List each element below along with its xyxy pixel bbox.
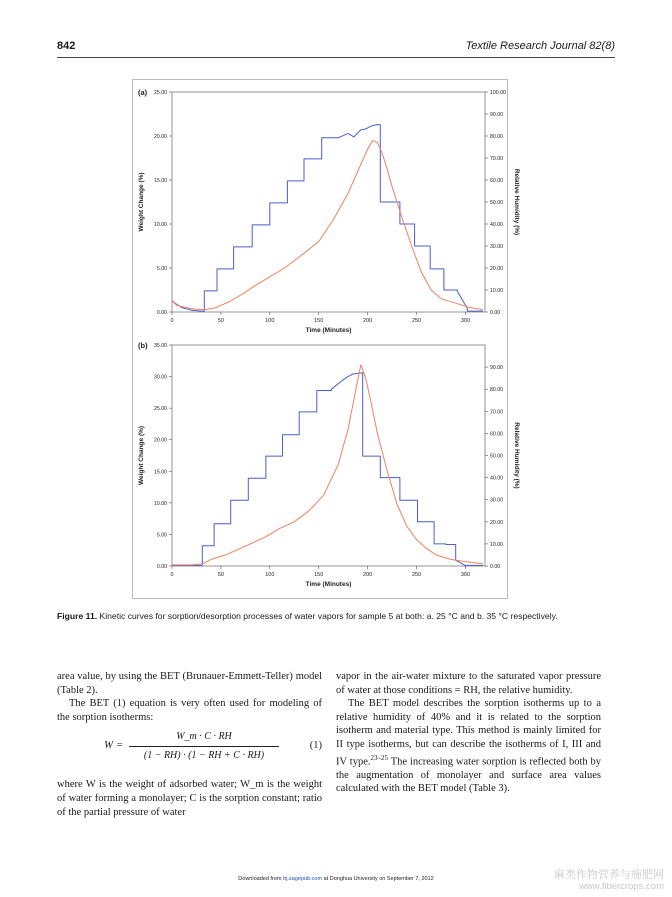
x-tick-label: 100 [265, 318, 275, 324]
y-tick-label: 25.00 [154, 90, 167, 96]
paragraph: area value, by using the BET (Brunauer-Emmett-Teller) model (Table 2). [57, 671, 322, 696]
x-tick-label: 100 [265, 572, 275, 578]
y-tick-label: 10.00 [154, 222, 167, 228]
watermark-url: www.fibercrops.com [579, 881, 664, 892]
y-tick-label: 20.00 [154, 437, 167, 444]
equation-denominator: (1 − RH) · (1 − RH + C · RH) [143, 749, 265, 761]
y2-tick-label: 50.00 [490, 453, 503, 460]
y2-tick-label: 20.00 [490, 519, 503, 526]
paragraph: where W is the weight of adsorbed water; W_m is the weight of water forming a monolayer; C is the sorption constant; ratio of the partial pressure of water [57, 779, 322, 818]
y2-tick-label: 30.00 [490, 244, 503, 250]
x-tick-label: 250 [411, 318, 422, 324]
figure-11-charts [133, 80, 520, 598]
y2-tick-label: 60.00 [490, 431, 503, 438]
x-tick-label: 300 [460, 318, 471, 324]
y-tick-label: 0.00 [156, 310, 167, 316]
x-axis-title: Time (Minutes) [305, 327, 352, 334]
journal-title: Textile Research Journal 82(8) [465, 40, 615, 52]
y2-tick-label: 70.00 [490, 409, 503, 416]
y2-axis-title: Relative Humidity (%) [513, 422, 520, 489]
paragraph: vapor in the air-water mixture to the saturated vapor pressure of water at those conditions = RH, the relative humidity. [336, 671, 601, 696]
x-tick-label: 200 [363, 572, 373, 578]
y-tick-label: 35.00 [154, 343, 167, 349]
footer-pre: Downloaded from [238, 876, 282, 882]
y2-tick-label: 10.00 [490, 541, 503, 548]
y2-tick-label: 100.00 [490, 90, 506, 96]
y2-tick-label: 30.00 [490, 497, 503, 504]
equation-numerator: W_m · C · RH [129, 730, 279, 747]
page-number: 842 [57, 40, 76, 52]
y2-tick-label: 90.00 [490, 112, 503, 118]
text-column-right [336, 670, 601, 796]
y-tick-label: 10.00 [154, 500, 167, 507]
equation-fraction [129, 730, 279, 762]
y2-tick-label: 40.00 [490, 475, 503, 482]
x-tick-label: 200 [363, 318, 373, 324]
y2-tick-label: 20.00 [490, 266, 503, 272]
y-tick-label: 5.00 [156, 266, 167, 272]
y2-tick-label: 60.00 [490, 178, 503, 184]
y2-tick-label: 70.00 [490, 156, 503, 162]
panel-label: (b) [138, 341, 148, 350]
bet-equation [57, 730, 322, 774]
footer-post: at Donghua University on September 7, 2012 [323, 876, 434, 882]
x-tick-label: 150 [314, 318, 324, 324]
x-tick-label: 0 [170, 318, 174, 324]
y2-axis-title: Relative Humidity (%) [513, 168, 520, 236]
footer-link[interactable]: trj.sagepub.com [282, 876, 323, 882]
y-tick-label: 25.00 [154, 406, 167, 413]
x-axis-title: Time (Minutes) [305, 581, 352, 588]
paragraph-text: The BET model describes the sorption isotherms up to a relative humidity of 40% and it is related to the sorption isotherm and material type. This method is mainly limited for II type isotherms, but can describe the isotherms of I, III and IV type. [336, 698, 601, 768]
y2-tick-label: 80.00 [490, 134, 503, 140]
y-axis-title: Weight Change (%) [138, 172, 145, 232]
y2-tick-label: 40.00 [490, 222, 503, 228]
header-rule [57, 57, 615, 58]
y2-tick-label: 50.00 [490, 200, 503, 206]
figure-caption-text: Kinetic curves for sorption/desorption processes of water vapors for sample 5 at both: a. 25 °C and b. 35 °C respectively. [99, 611, 558, 621]
y2-tick-label: 10.00 [490, 288, 503, 294]
y-tick-label: 0.00 [156, 564, 167, 570]
plot-area [172, 345, 485, 566]
y2-tick-label: 80.00 [490, 387, 503, 394]
y-tick-label: 15.00 [154, 178, 167, 184]
plot-area [172, 92, 485, 312]
figure-11 [132, 79, 520, 599]
paragraph-text: The increasing water sorption is reflected both by the augmentation of monolayer and surface area values calculated with the BET model (Table 3). [336, 756, 601, 795]
y-tick-label: 5.00 [156, 532, 167, 539]
x-tick-label: 250 [411, 572, 422, 578]
x-tick-label: 150 [314, 572, 324, 578]
x-tick-label: 50 [217, 318, 224, 324]
equation-number: (1) [309, 740, 322, 752]
y2-tick-label: 0.00 [490, 310, 501, 316]
paragraph [336, 697, 601, 796]
x-tick-label: 50 [217, 572, 224, 578]
figure-caption-label: Figure 11. [57, 611, 98, 621]
figure-caption [57, 611, 617, 621]
y2-tick-label: 0.00 [490, 564, 501, 570]
x-tick-label: 0 [170, 572, 174, 578]
panel-label: (a) [138, 88, 148, 97]
paragraph: The BET (1) equation is very often used for modeling of the sorption isotherms: [57, 698, 322, 723]
y-axis-title: Weight Change (%) [138, 425, 145, 486]
y2-tick-label: 90.00 [490, 365, 503, 372]
equation-lhs: W = [104, 739, 124, 752]
y-tick-label: 30.00 [154, 374, 167, 381]
text-column-left [57, 670, 322, 819]
y-tick-label: 20.00 [154, 134, 167, 140]
reference-superscript[interactable]: 23–25 [370, 753, 388, 762]
x-tick-label: 300 [460, 572, 471, 578]
watermark-chinese: 麻类作物营养与施肥网 [554, 869, 664, 881]
y-tick-label: 15.00 [154, 469, 167, 476]
